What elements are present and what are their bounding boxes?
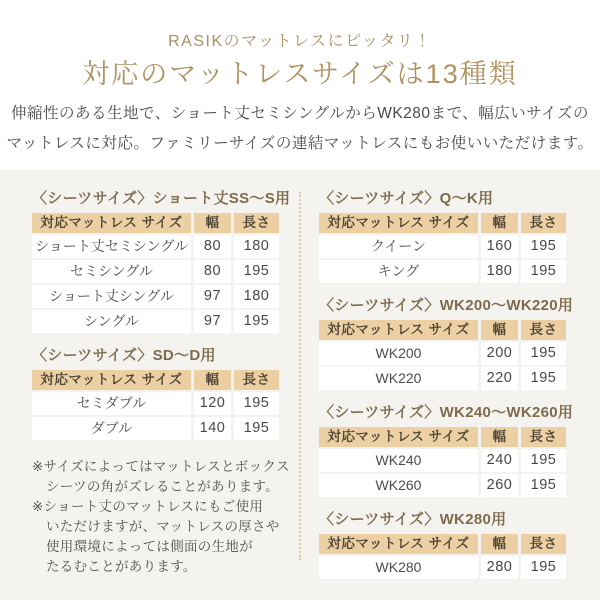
size-table [319,213,566,283]
footnote-line: たるむことがあります。 [46,559,197,574]
table-heading: 〈シーツサイズ〉Q〜K用 [319,190,494,207]
cell-length: 195 [521,235,566,258]
cell-width: 240 [481,449,518,472]
cell-length: 180 [234,285,279,308]
cell-length: 195 [521,556,566,579]
cell-length: 195 [521,474,566,497]
col-header-size: 対応マットレス サイズ [32,213,191,233]
hero-description-line-1: 伸縮性のある生地で、ショート丈セミシングルからWK280まで、幅広いサイズの [11,105,589,122]
cell-width: 220 [481,367,518,390]
cell-size: WK220 [319,367,478,390]
footnotes [32,457,290,577]
hero-description-line-2: マットレスに対応。ファミリーサイズの連結マットレスにもお使いいただけます。 [6,135,594,152]
cell-length: 195 [521,367,566,390]
size-table [32,213,279,333]
table-heading: 〈シーツサイズ〉WK240〜WK260用 [319,404,574,421]
size-table [32,370,279,440]
table-heading: 〈シーツサイズ〉WK200〜WK220用 [319,297,574,314]
cell-length: 195 [521,449,566,472]
column-divider [299,192,301,560]
cell-width: 200 [481,342,518,365]
col-header-length: 長さ [234,370,279,390]
cell-width: 97 [194,285,231,308]
table-block-wk280 [319,511,566,579]
table-block-q-k [319,190,566,283]
cell-length: 180 [234,235,279,258]
hero-tagline: RASIKのマットレスにピッタリ！ [168,33,432,50]
footnote-line: ※サイズによってはマットレスとボックス [32,459,290,474]
page-title: 対応のマットレスサイズは13種類 [82,59,518,89]
col-header-length: 長さ [521,320,566,340]
cell-size: セミダブル [32,392,191,415]
cell-size: シングル [32,310,191,333]
cell-size: WK240 [319,449,478,472]
table-heading: 〈シーツサイズ〉WK280用 [319,511,507,528]
col-header-length: 長さ [521,534,566,554]
size-tables-section [0,170,600,600]
cell-width: 120 [194,392,231,415]
cell-width: 140 [194,417,231,440]
col-header-length: 長さ [234,213,279,233]
size-table [319,534,566,579]
footnote-line: 使用環境によっては側面の生地が [46,539,253,554]
cell-size: ショート丈セミシングル [32,235,191,258]
cell-width: 180 [481,260,518,283]
cell-size: キング [319,260,478,283]
col-header-size: 対応マットレス サイズ [319,427,478,447]
cell-size: WK200 [319,342,478,365]
cell-length: 195 [234,392,279,415]
table-block-wk200-wk220 [319,297,574,390]
footnote-line: いただけますが、マットレスの厚さや [46,519,280,534]
cell-size: ショート丈シングル [32,285,191,308]
cell-length: 195 [234,310,279,333]
table-heading: 〈シーツサイズ〉ショート丈SS〜S用 [32,190,291,207]
cell-length: 195 [234,260,279,283]
cell-length: 195 [521,260,566,283]
col-header-width: 幅 [194,213,231,233]
size-table [319,427,566,497]
table-block-sd-d [32,347,279,440]
cell-size: ダブル [32,417,191,440]
cell-width: 80 [194,260,231,283]
table-block-wk240-wk260 [319,404,574,497]
footnote-line: ※ショート丈のマットレスにもご使用 [32,499,264,514]
col-header-length: 長さ [521,427,566,447]
right-column [319,190,574,593]
cell-length: 195 [234,417,279,440]
cell-size: WK280 [319,556,478,579]
col-header-width: 幅 [481,427,518,447]
col-header-size: 対応マットレス サイズ [32,370,191,390]
col-header-width: 幅 [481,320,518,340]
col-header-width: 幅 [481,534,518,554]
footnote-line: シーツの角がズレることがあります。 [46,479,279,494]
col-header-size: 対応マットレス サイズ [319,320,478,340]
table-heading: 〈シーツサイズ〉SD〜D用 [32,347,216,364]
col-header-length: 長さ [521,213,566,233]
cell-width: 80 [194,235,231,258]
cell-size: クイーン [319,235,478,258]
col-header-width: 幅 [481,213,518,233]
col-header-size: 対応マットレス サイズ [319,534,478,554]
footnote-short-mattress [32,497,279,577]
cell-width: 260 [481,474,518,497]
cell-size: セミシングル [32,260,191,283]
cell-size: WK260 [319,474,478,497]
cell-width: 97 [194,310,231,333]
left-column [32,190,291,577]
cell-width: 160 [481,235,518,258]
table-block-short-ss-s [32,190,291,333]
size-table [319,320,566,390]
cell-width: 280 [481,556,518,579]
hero-section [0,0,600,170]
col-header-width: 幅 [194,370,231,390]
col-header-size: 対応マットレス サイズ [319,213,478,233]
footnote-corner-shift [32,457,290,497]
cell-length: 195 [521,342,566,365]
